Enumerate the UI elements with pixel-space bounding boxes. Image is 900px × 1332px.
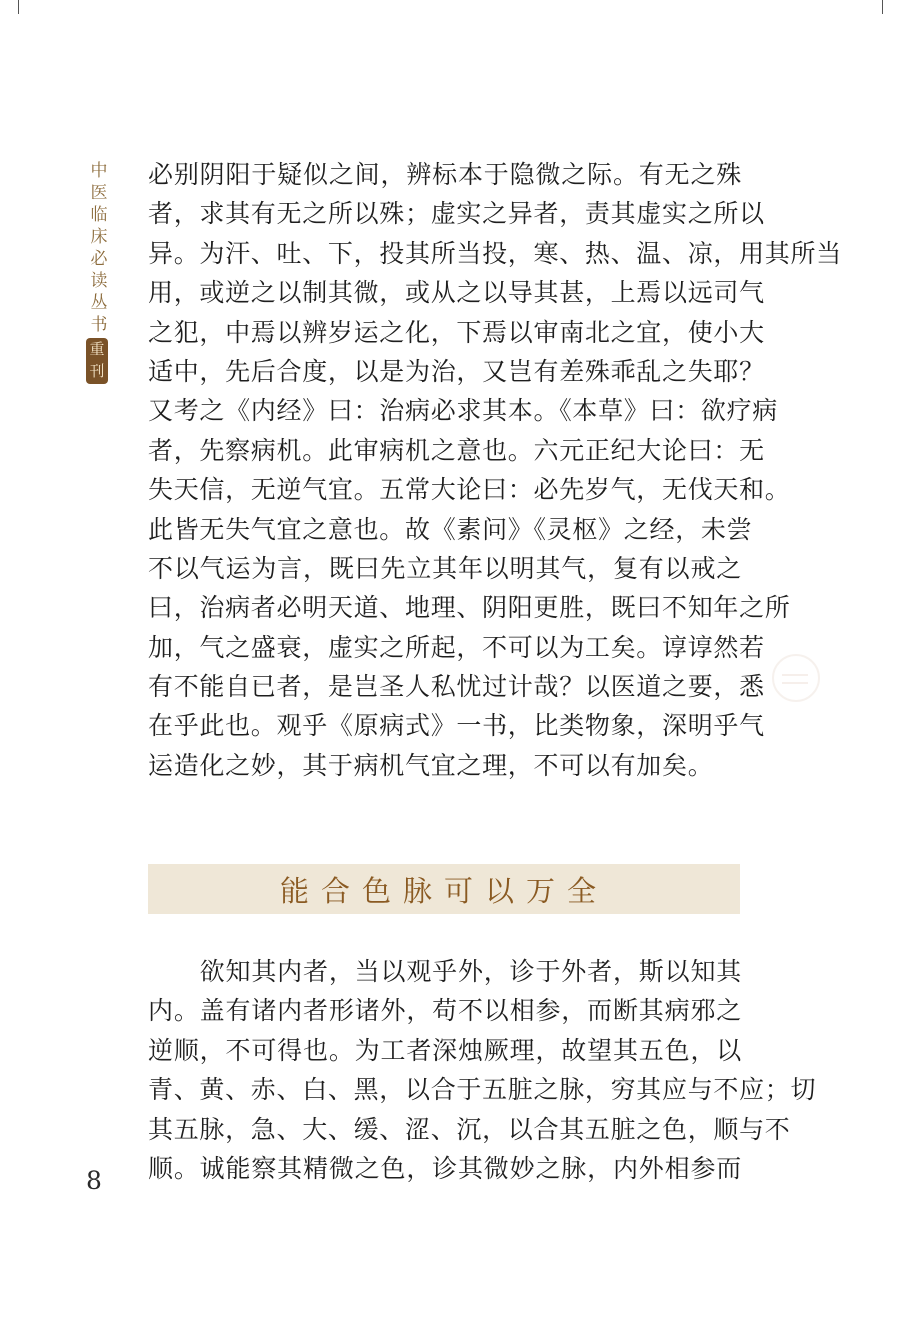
section-heading [148, 864, 740, 914]
text-line: 逆顺，不可得也。为工者深烛厥理，故望其五色，以 [148, 1035, 742, 1065]
body-paragraph-1 [148, 155, 842, 785]
text-line: 此皆无失气宜之意也。故《素问》《灵枢》之经，未尝 [148, 514, 753, 544]
text-line: 内。盖有诸内者形诸外，苟不以相参，而断其病邪之 [148, 996, 742, 1026]
text-line: 曰，治病者必明天道、地理、阴阳更胜，既曰不知年之所 [148, 593, 791, 623]
text-line: 用，或逆之以制其微，或从之以导其甚，上焉以远司气 [148, 278, 765, 308]
text-line: 顺。诚能察其精微之色，诊其微妙之脉，内外相参而 [148, 1153, 742, 1183]
series-title-char: 医 [90, 183, 108, 203]
text-line: 不以气运为言，既曰先立其年以明其气，复有以戒之 [148, 553, 742, 583]
body-paragraph-2 [148, 952, 817, 1188]
text-line: 欲知其内者，当以观乎外，诊于外者，斯以知其 [148, 957, 742, 986]
text-line: 者，先察病机。此审病机之意也。六元正纪大论曰：无 [148, 435, 765, 465]
series-title-char: 读 [90, 271, 108, 291]
watermark-logo-icon [772, 654, 820, 702]
series-title-vertical [88, 160, 110, 336]
crop-mark-top-right [882, 0, 883, 14]
series-title-char: 中 [90, 161, 108, 181]
series-title-char: 临 [90, 205, 108, 225]
text-line: 加，气之盛衰，虚实之所起，不可以为工矣。谆谆然若 [148, 632, 765, 662]
section-heading-text: 能合色脉可以万全 [279, 873, 608, 908]
text-line: 又考之《内经》曰：治病必求其本。《本草》曰：欲疗病 [148, 396, 779, 426]
series-title-char: 丛 [90, 293, 108, 313]
series-title-char: 床 [90, 227, 108, 247]
series-title-char: 必 [90, 249, 108, 269]
crop-mark-top-left [18, 0, 19, 14]
text-line: 之犯，中焉以辨岁运之化，下焉以审南北之宜，使小大 [148, 317, 765, 347]
text-line: 在乎此也。观乎《原病式》一书，比类物象，深明乎气 [148, 711, 765, 741]
text-line: 适中，先后合度，以是为治，又岂有差殊乖乱之失耶？ [148, 356, 765, 386]
text-line: 有不能自已者，是岂圣人私忧过计哉？以医道之要，悉 [148, 672, 765, 702]
text-line: 青、黄、赤、白、黑，以合于五脏之脉，穷其应与不应；切 [148, 1075, 817, 1105]
text-line: 必别阴阳于疑似之间，辨标本于隐微之际。有无之殊 [148, 160, 742, 189]
reissue-seal-badge [86, 338, 108, 384]
seal-char: 刊 [89, 362, 105, 380]
text-line: 其五脉，急、大、缓、涩、沉，以合其五脏之色，顺与不 [148, 1114, 791, 1144]
text-line: 者，求其有无之所以殊；虚实之异者，责其虚实之所以 [148, 199, 765, 229]
text-line: 异。为汗、吐、下，投其所当投，寒、热、温、凉，用其所当 [148, 238, 842, 268]
page-number: 8 [86, 1166, 102, 1195]
seal-char: 重 [89, 340, 105, 358]
text-line: 运造化之妙，其于病机气宜之理，不可以有加矣。 [148, 750, 714, 780]
text-line: 失天信，无逆气宜。五常大论曰：必先岁气，无伐天和。 [148, 475, 791, 505]
series-title-char: 书 [90, 315, 108, 335]
